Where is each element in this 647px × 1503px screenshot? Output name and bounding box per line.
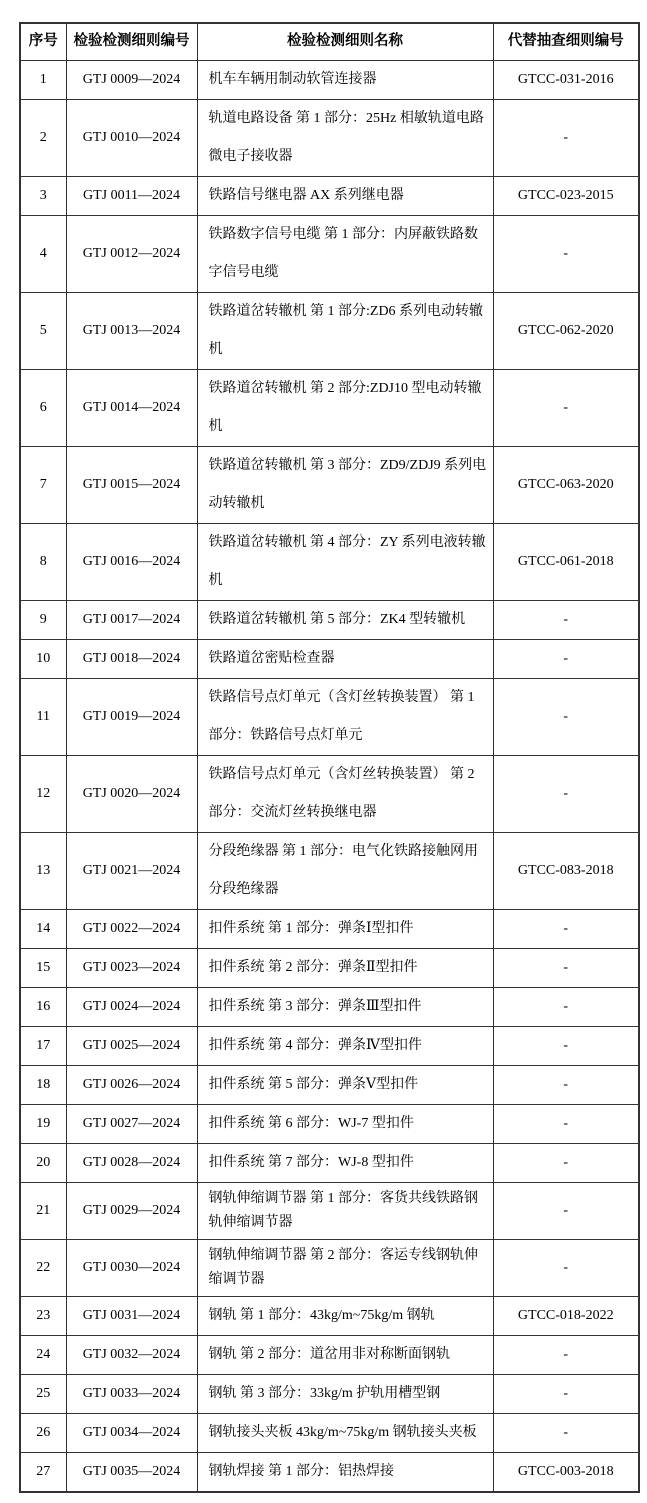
row-rule-code: GTJ 0026—2024 xyxy=(66,1066,197,1105)
row-rule-name: 钢轨 第 3 部分：33kg/m 护轨用槽型钢 xyxy=(197,1375,493,1414)
row-rule-name: 钢轨接头夹板 43kg/m~75kg/m 钢轨接头夹板 xyxy=(197,1414,493,1453)
row-replaced-code: GTCC-062-2020 xyxy=(493,293,639,370)
row-rule-code: GTJ 0013—2024 xyxy=(66,293,197,370)
row-rule-name: 钢轨伸缩调节器 第 1 部分：客货共线铁路钢轨伸缩调节器 xyxy=(197,1183,493,1240)
row-rule-code: GTJ 0024—2024 xyxy=(66,988,197,1027)
row-rule-code: GTJ 0023—2024 xyxy=(66,949,197,988)
row-replaced-code: - xyxy=(493,601,639,640)
row-rule-code: GTJ 0014—2024 xyxy=(66,370,197,447)
row-rule-code: GTJ 0031—2024 xyxy=(66,1297,197,1336)
table-row xyxy=(20,1375,639,1414)
row-replaced-code: - xyxy=(493,216,639,293)
row-replaced-code: - xyxy=(493,1414,639,1453)
row-replaced-code: GTCC-031-2016 xyxy=(493,61,639,100)
row-replaced-code: - xyxy=(493,1105,639,1144)
header-rule-code: 检验检测细则编号 xyxy=(66,23,197,61)
table-row xyxy=(20,1144,639,1183)
row-serial-number: 4 xyxy=(20,216,66,293)
row-replaced-code: GTCC-063-2020 xyxy=(493,447,639,524)
table-row xyxy=(20,601,639,640)
row-rule-code: GTJ 0027—2024 xyxy=(66,1105,197,1144)
row-serial-number: 27 xyxy=(20,1453,66,1493)
table-row xyxy=(20,524,639,601)
table-row xyxy=(20,910,639,949)
table-row xyxy=(20,640,639,679)
row-rule-name: 铁路道岔转辙机 第 1 部分:ZD6 系列电动转辙机 xyxy=(197,293,493,370)
row-serial-number: 2 xyxy=(20,100,66,177)
table-row xyxy=(20,756,639,833)
row-replaced-code: GTCC-023-2015 xyxy=(493,177,639,216)
row-replaced-code: - xyxy=(493,370,639,447)
row-rule-code: GTJ 0012—2024 xyxy=(66,216,197,293)
row-rule-code: GTJ 0033—2024 xyxy=(66,1375,197,1414)
row-rule-name: 轨道电路设备 第 1 部分：25Hz 相敏轨道电路微电子接收器 xyxy=(197,100,493,177)
row-rule-code: GTJ 0034—2024 xyxy=(66,1414,197,1453)
row-rule-name: 扣件系统 第 5 部分：弹条Ⅴ型扣件 xyxy=(197,1066,493,1105)
row-serial-number: 13 xyxy=(20,833,66,910)
table-row xyxy=(20,177,639,216)
header-serial-number: 序号 xyxy=(20,23,66,61)
row-replaced-code: GTCC-018-2022 xyxy=(493,1297,639,1336)
inspection-rules-table xyxy=(19,22,640,1493)
row-rule-code: GTJ 0035—2024 xyxy=(66,1453,197,1493)
table-row xyxy=(20,370,639,447)
row-replaced-code: - xyxy=(493,100,639,177)
row-replaced-code: - xyxy=(493,1336,639,1375)
table-row xyxy=(20,1027,639,1066)
row-serial-number: 21 xyxy=(20,1183,66,1240)
row-rule-name: 铁路信号继电器 AX 系列继电器 xyxy=(197,177,493,216)
row-serial-number: 3 xyxy=(20,177,66,216)
row-replaced-code: - xyxy=(493,640,639,679)
row-rule-name: 铁路道岔密贴检查器 xyxy=(197,640,493,679)
table-row xyxy=(20,100,639,177)
table-row xyxy=(20,1453,639,1493)
row-replaced-code: GTCC-083-2018 xyxy=(493,833,639,910)
table-row xyxy=(20,949,639,988)
row-replaced-code: - xyxy=(493,949,639,988)
row-serial-number: 23 xyxy=(20,1297,66,1336)
row-serial-number: 11 xyxy=(20,679,66,756)
row-rule-name: 扣件系统 第 6 部分：WJ-7 型扣件 xyxy=(197,1105,493,1144)
row-rule-name: 扣件系统 第 7 部分：WJ-8 型扣件 xyxy=(197,1144,493,1183)
row-serial-number: 10 xyxy=(20,640,66,679)
row-serial-number: 18 xyxy=(20,1066,66,1105)
row-serial-number: 24 xyxy=(20,1336,66,1375)
row-replaced-code: - xyxy=(493,1144,639,1183)
row-rule-code: GTJ 0018—2024 xyxy=(66,640,197,679)
row-serial-number: 7 xyxy=(20,447,66,524)
row-rule-name: 钢轨 第 1 部分：43kg/m~75kg/m 钢轨 xyxy=(197,1297,493,1336)
row-serial-number: 20 xyxy=(20,1144,66,1183)
table-row xyxy=(20,679,639,756)
row-rule-name: 铁路数字信号电缆 第 1 部分：内屏蔽铁路数字信号电缆 xyxy=(197,216,493,293)
row-serial-number: 8 xyxy=(20,524,66,601)
row-serial-number: 12 xyxy=(20,756,66,833)
row-replaced-code: - xyxy=(493,1027,639,1066)
row-rule-code: GTJ 0029—2024 xyxy=(66,1183,197,1240)
table-row xyxy=(20,1414,639,1453)
table-row xyxy=(20,61,639,100)
row-rule-code: GTJ 0021—2024 xyxy=(66,833,197,910)
row-rule-code: GTJ 0019—2024 xyxy=(66,679,197,756)
table-row xyxy=(20,216,639,293)
row-rule-code: GTJ 0010—2024 xyxy=(66,100,197,177)
row-rule-code: GTJ 0025—2024 xyxy=(66,1027,197,1066)
row-serial-number: 17 xyxy=(20,1027,66,1066)
row-serial-number: 19 xyxy=(20,1105,66,1144)
row-replaced-code: - xyxy=(493,988,639,1027)
table-row xyxy=(20,988,639,1027)
table-row xyxy=(20,1336,639,1375)
row-serial-number: 6 xyxy=(20,370,66,447)
table-row xyxy=(20,1105,639,1144)
row-replaced-code: - xyxy=(493,1240,639,1297)
row-rule-name: 扣件系统 第 3 部分：弹条Ⅲ型扣件 xyxy=(197,988,493,1027)
row-rule-code: GTJ 0017—2024 xyxy=(66,601,197,640)
row-rule-name: 铁路道岔转辙机 第 2 部分:ZDJ10 型电动转辙机 xyxy=(197,370,493,447)
table-row xyxy=(20,1183,639,1240)
header-rule-name: 检验检测细则名称 xyxy=(197,23,493,61)
row-serial-number: 1 xyxy=(20,61,66,100)
row-serial-number: 9 xyxy=(20,601,66,640)
row-rule-code: GTJ 0011—2024 xyxy=(66,177,197,216)
row-serial-number: 15 xyxy=(20,949,66,988)
row-serial-number: 25 xyxy=(20,1375,66,1414)
row-replaced-code: - xyxy=(493,910,639,949)
row-serial-number: 5 xyxy=(20,293,66,370)
row-rule-name: 扣件系统 第 1 部分：弹条Ⅰ型扣件 xyxy=(197,910,493,949)
table-row xyxy=(20,293,639,370)
row-replaced-code: - xyxy=(493,679,639,756)
table-row xyxy=(20,833,639,910)
table-body xyxy=(20,61,639,1493)
row-rule-name: 扣件系统 第 2 部分：弹条Ⅱ型扣件 xyxy=(197,949,493,988)
row-rule-name: 扣件系统 第 4 部分：弹条Ⅳ型扣件 xyxy=(197,1027,493,1066)
table-row xyxy=(20,447,639,524)
row-replaced-code: - xyxy=(493,1066,639,1105)
row-rule-code: GTJ 0020—2024 xyxy=(66,756,197,833)
row-serial-number: 22 xyxy=(20,1240,66,1297)
row-rule-name: 钢轨焊接 第 1 部分：铝热焊接 xyxy=(197,1453,493,1493)
table-row xyxy=(20,1240,639,1297)
table-row xyxy=(20,1066,639,1105)
header-row xyxy=(20,23,639,61)
row-rule-code: GTJ 0009—2024 xyxy=(66,61,197,100)
row-rule-name: 机车车辆用制动软管连接器 xyxy=(197,61,493,100)
table-row xyxy=(20,1297,639,1336)
row-replaced-code: GTCC-061-2018 xyxy=(493,524,639,601)
row-replaced-code: - xyxy=(493,1183,639,1240)
row-replaced-code: - xyxy=(493,756,639,833)
row-serial-number: 14 xyxy=(20,910,66,949)
row-rule-code: GTJ 0022—2024 xyxy=(66,910,197,949)
row-rule-code: GTJ 0030—2024 xyxy=(66,1240,197,1297)
row-rule-code: GTJ 0028—2024 xyxy=(66,1144,197,1183)
row-replaced-code: - xyxy=(493,1375,639,1414)
header-replaced-code: 代替抽查细则编号 xyxy=(493,23,639,61)
row-rule-name: 铁路道岔转辙机 第 5 部分：ZK4 型转辙机 xyxy=(197,601,493,640)
row-rule-name: 铁路道岔转辙机 第 3 部分：ZD9/ZDJ9 系列电动转辙机 xyxy=(197,447,493,524)
row-rule-name: 铁路信号点灯单元（含灯丝转换装置） 第 2 部分：交流灯丝转换继电器 xyxy=(197,756,493,833)
row-rule-name: 铁路道岔转辙机 第 4 部分：ZY 系列电液转辙机 xyxy=(197,524,493,601)
row-serial-number: 26 xyxy=(20,1414,66,1453)
row-rule-code: GTJ 0015—2024 xyxy=(66,447,197,524)
row-rule-name: 铁路信号点灯单元（含灯丝转换装置） 第 1 部分：铁路信号点灯单元 xyxy=(197,679,493,756)
row-replaced-code: GTCC-003-2018 xyxy=(493,1453,639,1493)
row-rule-name: 钢轨伸缩调节器 第 2 部分：客运专线钢轨伸缩调节器 xyxy=(197,1240,493,1297)
row-rule-name: 钢轨 第 2 部分：道岔用非对称断面钢轨 xyxy=(197,1336,493,1375)
row-rule-name: 分段绝缘器 第 1 部分：电气化铁路接触网用分段绝缘器 xyxy=(197,833,493,910)
row-rule-code: GTJ 0016—2024 xyxy=(66,524,197,601)
row-serial-number: 16 xyxy=(20,988,66,1027)
row-rule-code: GTJ 0032—2024 xyxy=(66,1336,197,1375)
